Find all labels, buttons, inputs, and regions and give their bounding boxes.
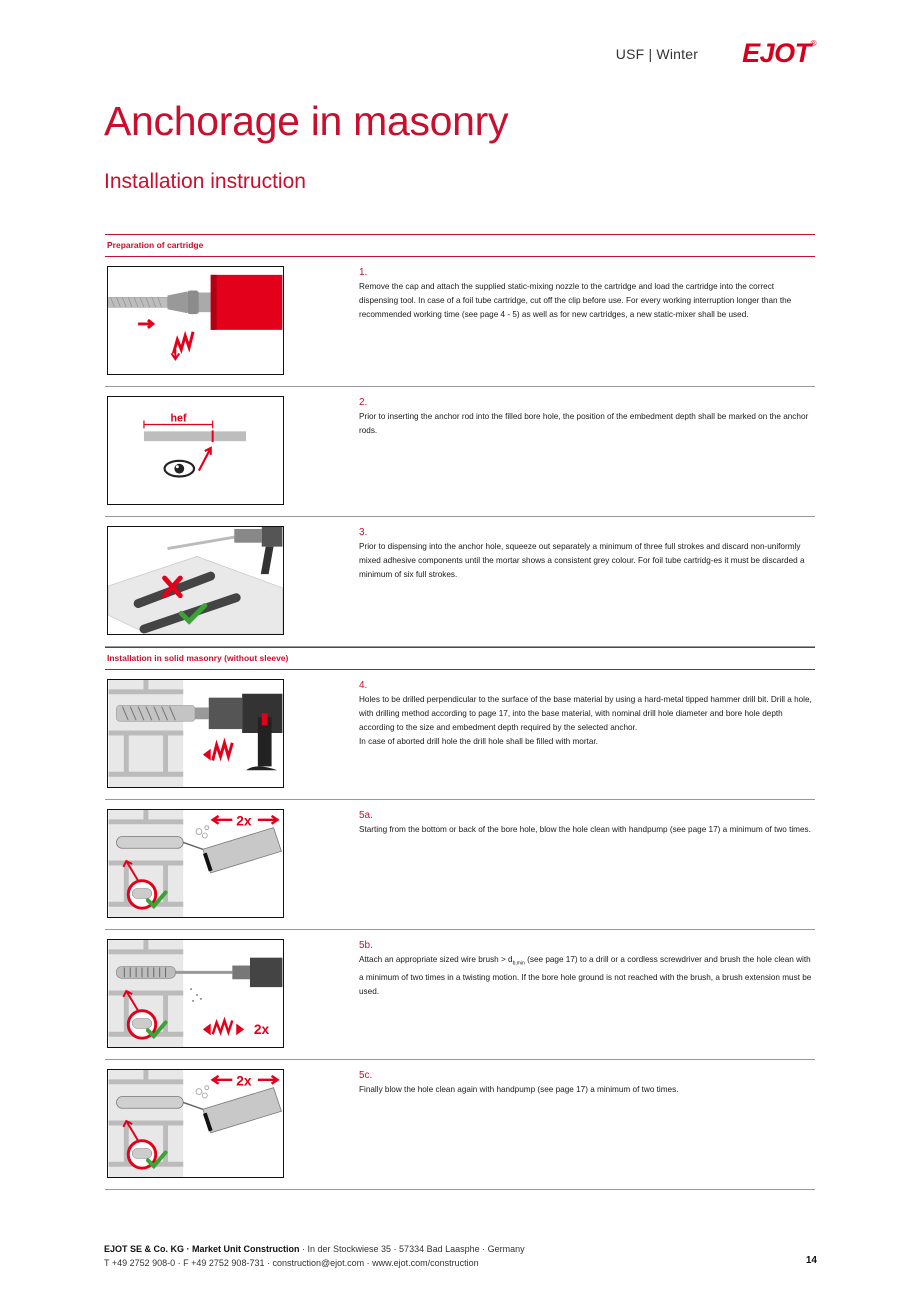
anchor-rod-marking-illustration: [108, 397, 283, 504]
step-description: Attach an appropriate sized wire brush > $d_{b,min}$ (see page 17) to a drill or a cordless screwdriver and brush the hole clean with a minimum of two times in a twisting motion. If the bore hole ground is not reached with the brush, a brush extension must be used.: [359, 955, 812, 996]
step-3-text: [359, 526, 814, 582]
step-5c-figure: [107, 1069, 284, 1178]
section-heading-cartridge: Preparation of cartridge: [105, 234, 815, 257]
document-tag: USF | Winter: [615, 45, 699, 62]
repeat-count-label: 2x: [236, 813, 252, 829]
step-1-text: [359, 266, 814, 322]
cartridge-nozzle-illustration: [108, 267, 283, 374]
step-2: [105, 387, 815, 517]
step-5a-text: [359, 809, 814, 837]
step-number: 3.: [359, 527, 368, 538]
step-4-figure: [107, 679, 284, 788]
step-1-figure: [107, 266, 284, 375]
footer-contact: T +49 2752 908-0 · F +49 2752 908-731 · construction@ejot.com · www.ejot.com/construction: [104, 1258, 479, 1268]
step-5b: [105, 930, 815, 1060]
header: [616, 40, 816, 67]
step-number: 5b.: [359, 940, 373, 951]
instruction-table: [105, 234, 815, 1190]
repeat-count-label: 2x: [236, 1073, 252, 1089]
step-3: [105, 517, 815, 647]
step-description: Remove the cap and attach the supplied static-mixing nozzle to the cartridge and load the cartridge into the correct dispensing tool. In case of a foil tube cartridge, cut off the clip before use. For every working interruption longer than the recommended working time (see page 4 - 5) as well as for new cartridges, a new static-mixer shall be used.: [359, 282, 792, 319]
step-number: 2.: [359, 397, 368, 408]
step-5b-text: [359, 939, 814, 999]
step-1: [105, 257, 815, 387]
step-5b-figure: [107, 939, 284, 1048]
step-4: [105, 670, 815, 800]
footer: [104, 1242, 525, 1270]
footer-address: · In der Stockwiese 35 · 57334 Bad Laasphe · Germany: [299, 1244, 525, 1254]
final-blow-clean-illustration: [108, 1070, 283, 1177]
step-2-figure: [107, 396, 284, 505]
step-number: 1.: [359, 267, 368, 278]
hef-label: hef: [170, 412, 187, 425]
footer-address-line: [104, 1242, 525, 1256]
page-subtitle: Installation instruction: [104, 170, 306, 193]
step-5c: [105, 1060, 815, 1190]
page-title: Anchorage in masonry: [104, 98, 509, 144]
step-description: Finally blow the hole clean again with handpump (see page 17) a minimum of two times.: [359, 1085, 679, 1094]
step-description: Prior to dispensing into the anchor hole, squeeze out separately a minimum of three full strokes and discard non-uniformly mixed adhesive components until the mortar shows a consistent grey colour. For foil tube cartridg-es it must be discarded a minimum of six full strokes.: [359, 542, 805, 579]
step-description: Prior to inserting the anchor rod into the filled bore hole, the position of the embedment depth shall be marked on the anchor rods.: [359, 412, 809, 435]
step-number: 5a.: [359, 810, 373, 821]
step-number: 5c.: [359, 1070, 373, 1081]
step-5a: [105, 800, 815, 930]
step-4-text: [359, 679, 814, 749]
step-5a-figure: [107, 809, 284, 918]
section-heading-solid-masonry: Installation in solid masonry (without sleeve): [105, 647, 815, 670]
step-description: Holes to be drilled perpendicular to the surface of the base material by using a hard-metal tipped hammer drill bit. Drill a hole, with drilling method according to page 17, into the base material, with nominal drill hole diameter and bore hole depth according to the size and embedment depth required by the selected anchor. In case of aborted drill hole the drill hole shall be filled with mortar.: [359, 695, 812, 746]
step-2-text: [359, 396, 814, 438]
discard-strokes-illustration: [108, 527, 283, 634]
step-number: 4.: [359, 680, 368, 691]
step-5c-text: [359, 1069, 814, 1097]
page-number: 14: [805, 1255, 817, 1266]
brush-clean-illustration: [108, 940, 283, 1047]
step-description: Starting from the bottom or back of the bore hole, blow the hole clean with handpump (see page 17) a minimum of two times.: [359, 825, 811, 834]
drilling-illustration: [108, 680, 283, 787]
step-3-figure: [107, 526, 284, 635]
repeat-count-label: 2x: [253, 1022, 270, 1038]
ejot-logo: EJOT®: [742, 38, 816, 68]
blow-clean-illustration: [108, 810, 283, 917]
footer-company: EJOT SE & Co. KG · Market Unit Construction: [104, 1244, 300, 1254]
